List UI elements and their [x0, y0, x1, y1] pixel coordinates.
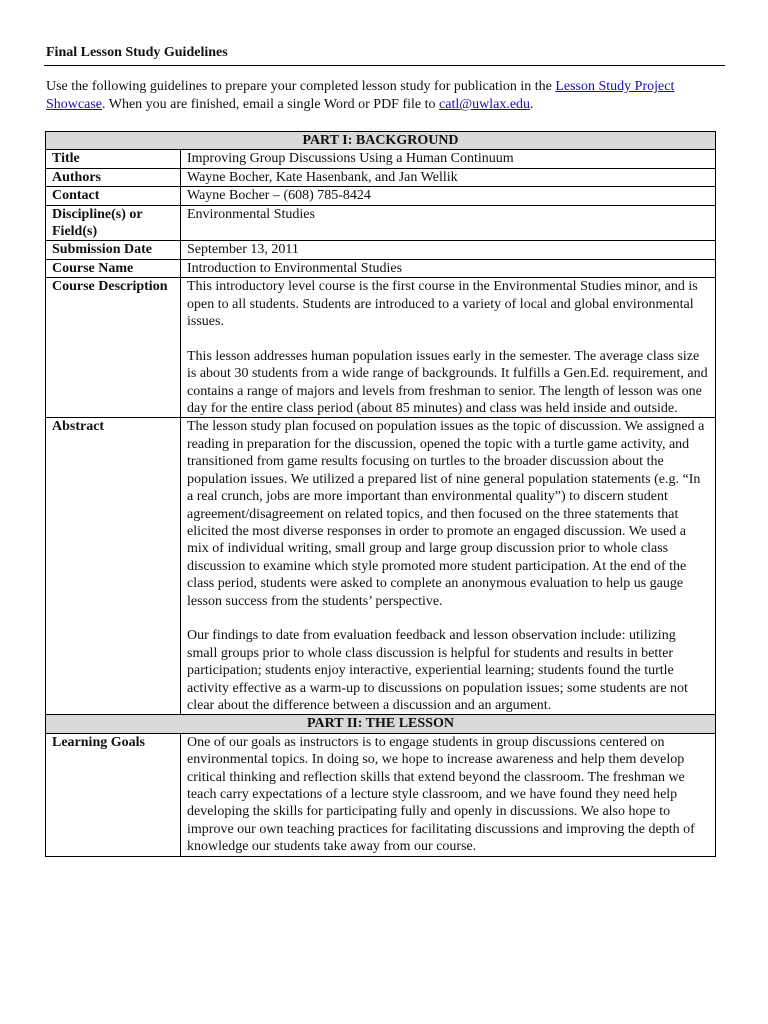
table-row [46, 259, 716, 277]
table-row [46, 278, 716, 418]
course-description-paragraph-1: This introductory level course is the first course in the Environmental Studies minor, and is open to all students. Students are introduced to a variety of local and global environmental issues. [187, 279, 698, 330]
part2-heading: PART II: THE LESSON [46, 715, 716, 733]
intro-text-mid: . When you are finished, email a single Word or PDF file to [102, 97, 440, 112]
part2-header-row [46, 715, 716, 733]
part1-header-row [46, 132, 716, 150]
row-label-title: Title [46, 150, 181, 168]
paragraph-gap [187, 330, 709, 347]
abstract-paragraph-2: Our findings to date from evaluation feedback and lesson observation include: utilizing small groups prior to whole class discussion is helpful for students and results in better participation; students enjoy interactive, experiential learning; students found the turtle activity effective as a warm-up to discussions on population issues; some students are not clear about the difference between a discussion and an argument. [187, 628, 688, 713]
table-row [46, 187, 716, 205]
row-value-title: Improving Group Discussions Using a Human Continuum [181, 150, 716, 168]
intro-text-end: . [530, 97, 534, 112]
part1-heading: PART I: BACKGROUND [46, 132, 716, 150]
showcase-link[interactable]: Lesson Study Project Showcase [46, 79, 675, 112]
intro-paragraph [46, 78, 726, 114]
paragraph-gap [187, 610, 709, 627]
row-value-submission-date: September 13, 2011 [181, 241, 716, 259]
row-value-learning-goals: One of our goals as instructors is to engage students in group discussions centered on environmental topics. In doing so, we hope to increase awareness and help them develop critical thinking and reflection skills that extend beyond the classroom. The freshman we teach carry expectations of a lecture style classroom, and we have found they need help developing the skills for participating fully and openly in discussions. We also hope to improve our own teaching practices for facilitating discussions and improving the depth of knowledge our students take away from our course. [181, 733, 716, 856]
row-label-course-description: Course Description [46, 278, 181, 418]
row-label-authors: Authors [46, 168, 181, 186]
title-divider [44, 65, 725, 66]
row-value-discipline: Environmental Studies [181, 205, 716, 241]
intro-text-start: Use the following guidelines to prepare your completed lesson study for publication in the [46, 79, 556, 94]
table-row [46, 168, 716, 186]
row-label-course-name: Course Name [46, 259, 181, 277]
row-value-course-description [181, 278, 716, 418]
course-description-paragraph-2: This lesson addresses human population issues early in the semester. The average class size is about 30 students from a wide range of backgrounds. It fulfills a Gen.Ed. requirement, and contains a range of majors and levels from freshman to senior. The length of lesson was one day for the entire class period (about 85 minutes) and class was held inside and outside. [187, 348, 708, 417]
document-title: Final Lesson Study Guidelines [46, 45, 228, 60]
table-row [46, 733, 716, 856]
row-value-course-name: Introduction to Environmental Studies [181, 259, 716, 277]
abstract-paragraph-1: The lesson study plan focused on population issues as the topic of discussion. We assigned a reading in preparation for the discussion, opened the topic with a turtle game activity, and transitioned from game results focusing on turtles to the broader discussion about the population issues. We utilized a prepared list of nine general population statements (e.g. “In a real crunch, jobs are more important than environmental quality”) to discern student agreement/disagreement on related topics, and then focused on the three statements that elicited the most diverse responses in order to promote an engaged discussion. We used a mix of individual writing, small group and large group discussion prior to whole class discussion to examine which style promoted more student participation. At the end of the class period, students were asked to complete an anonymous evaluation to help us gauge lesson success from the students’ perspective. [187, 419, 705, 609]
row-label-abstract: Abstract [46, 418, 181, 715]
row-label-contact: Contact [46, 187, 181, 205]
email-link[interactable]: catl@uwlax.edu [439, 97, 531, 112]
table-row [46, 205, 716, 241]
row-value-contact: Wayne Bocher – (608) 785-8424 [181, 187, 716, 205]
table-row [46, 418, 716, 715]
row-value-abstract [181, 418, 716, 715]
row-label-discipline: Discipline(s) or Field(s) [46, 205, 181, 241]
lesson-study-table [45, 131, 716, 857]
table-row [46, 150, 716, 168]
row-label-submission-date: Submission Date [46, 241, 181, 259]
row-label-learning-goals: Learning Goals [46, 733, 181, 856]
row-value-authors: Wayne Bocher, Kate Hasenbank, and Jan Wellik [181, 168, 716, 186]
table-row [46, 241, 716, 259]
